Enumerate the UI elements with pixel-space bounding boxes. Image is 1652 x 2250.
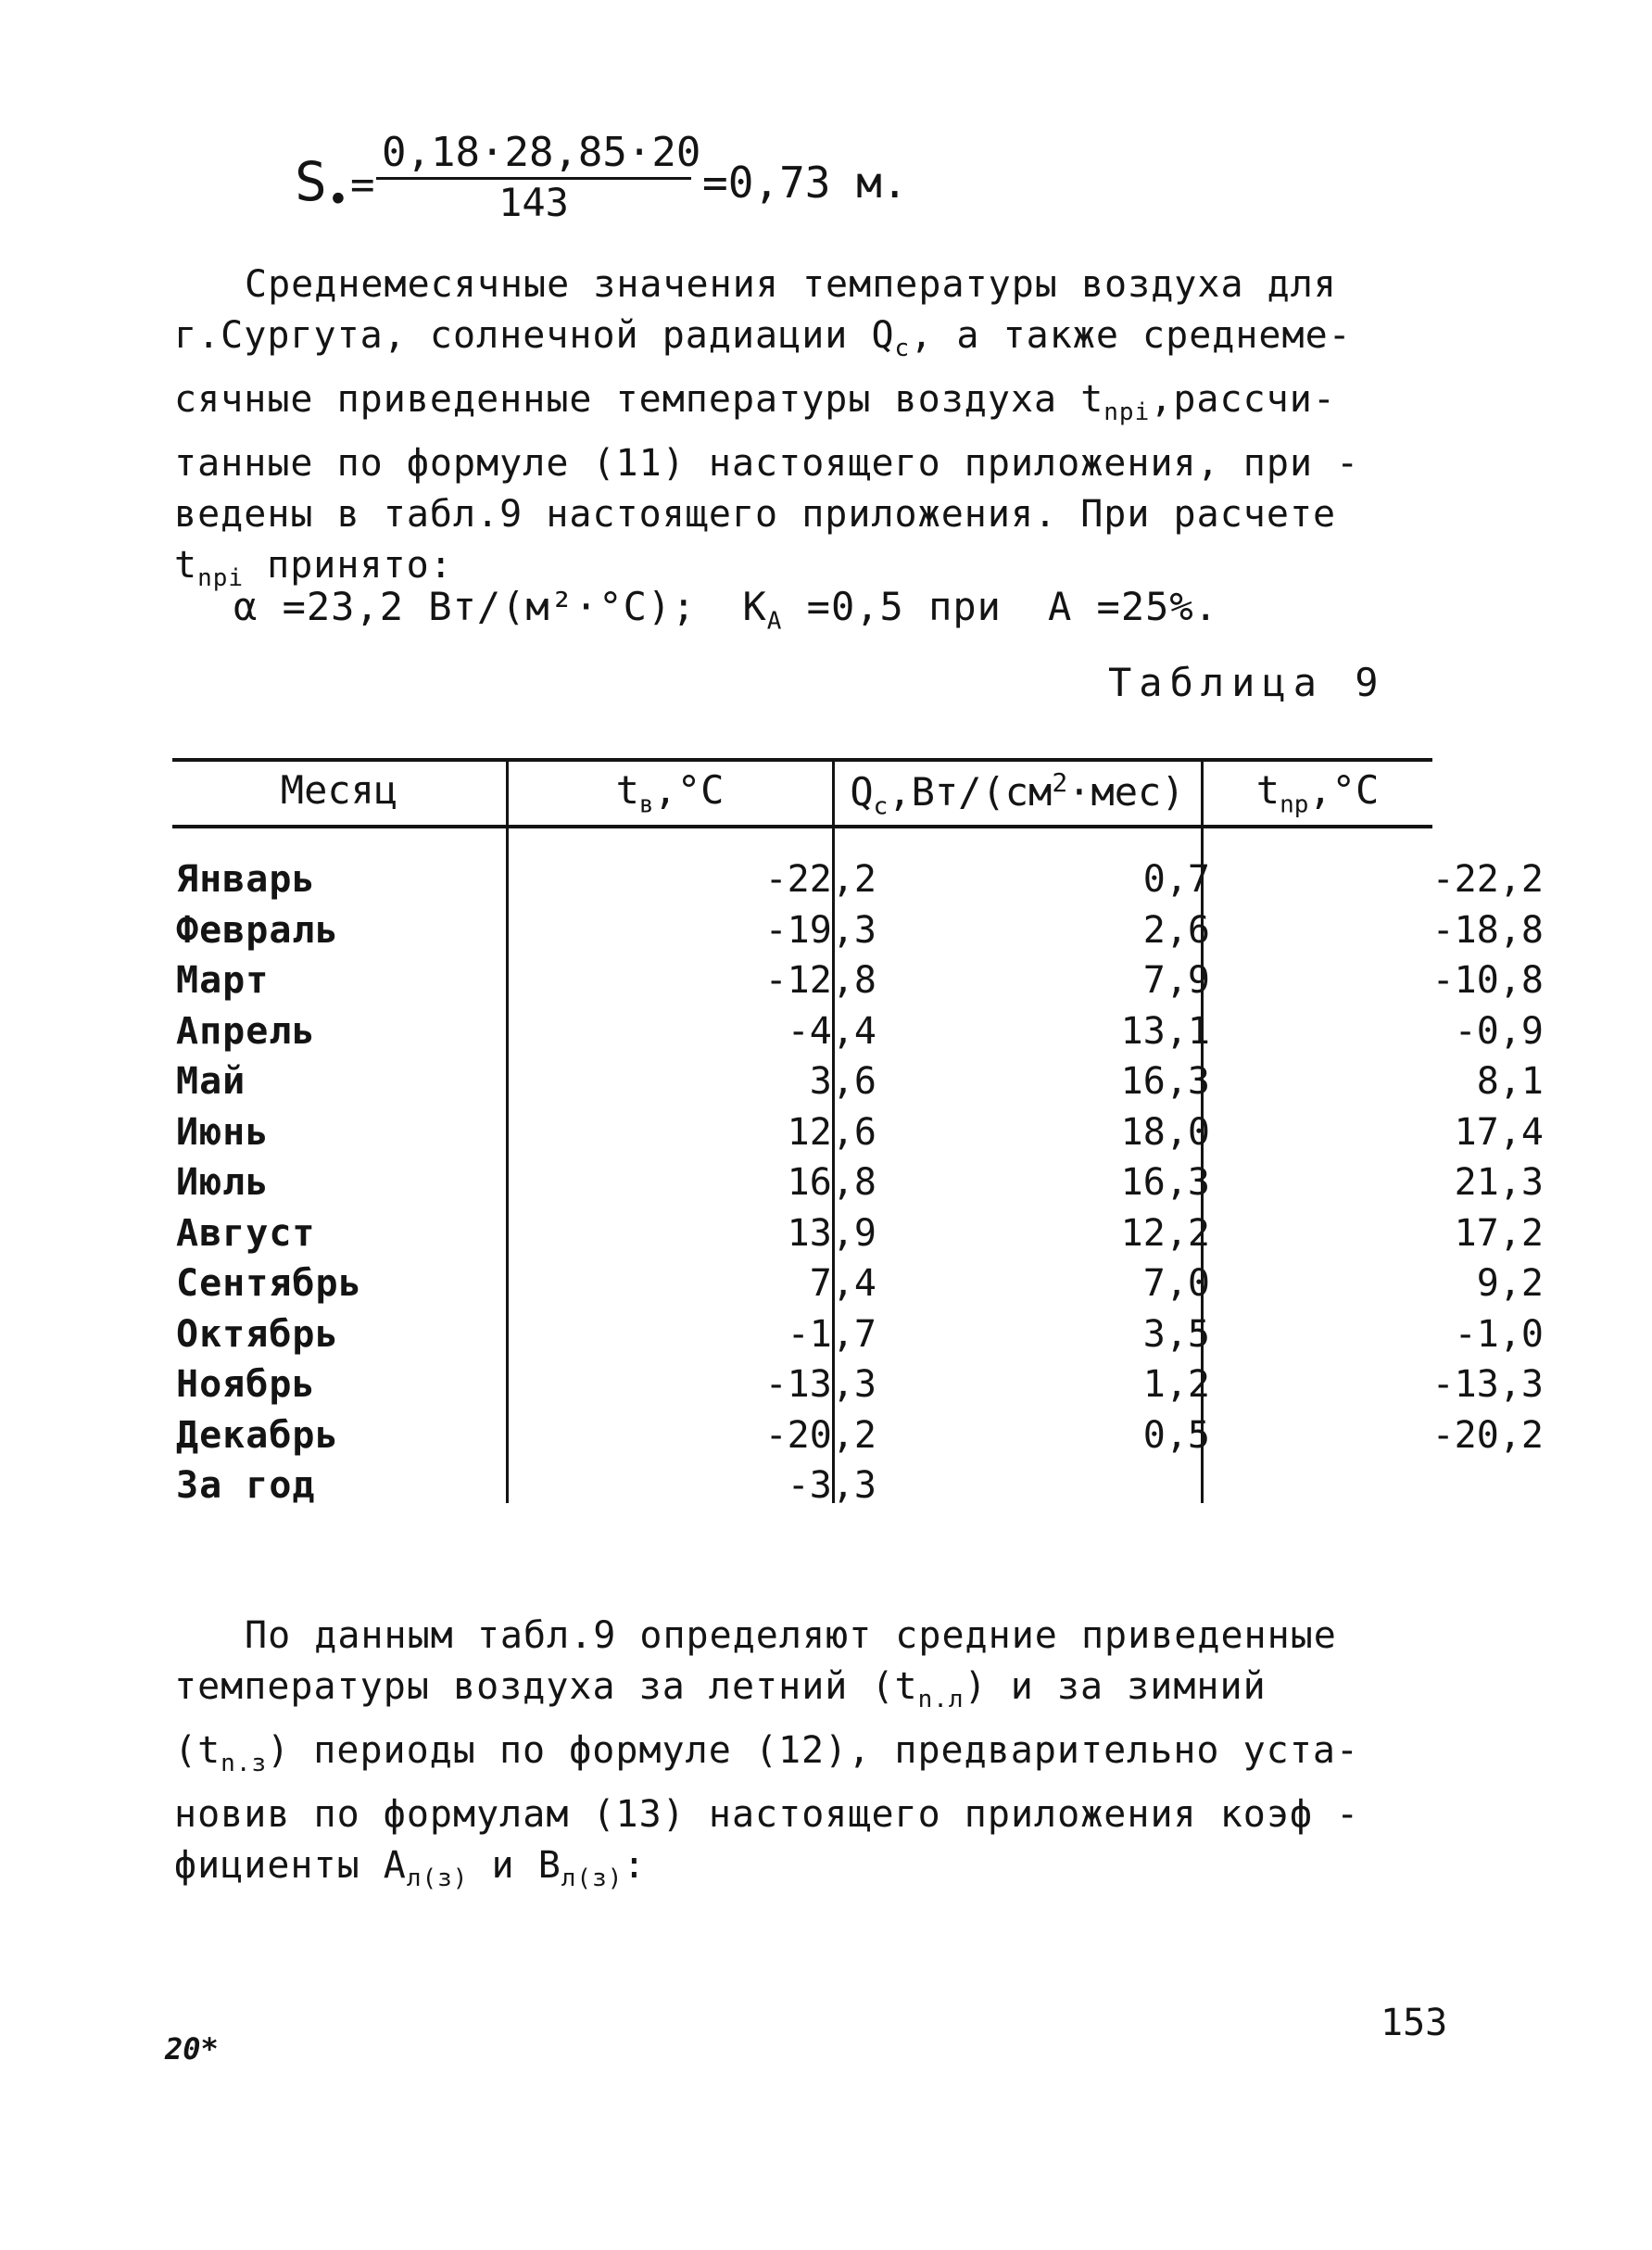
table-row: Декабрь -20,2 0,5 -20,2 — [176, 1413, 1544, 1457]
header-month: Месяц — [280, 767, 398, 813]
table-body — [172, 858, 1544, 1515]
para1-line-3: сячные приведенные температуры воздуха $t_{npi},рассчи-$ — [174, 378, 1336, 426]
calculation-parameters — [233, 584, 1218, 635]
para1-line-6: $t_{npi}$ принято: — [174, 544, 453, 592]
param-a: A =25%. — [1047, 584, 1218, 629]
formula-result: =0,73 м. — [702, 158, 908, 208]
para1-line-2: г.Сургута, солнечной радиации $Q_c$, а также среднеме- — [174, 314, 1352, 362]
para1-line-1: Среднемесячные значения температуры воздуха для — [245, 263, 1337, 306]
table-row: Ноябрь -13,3 1,2 -13,3 — [176, 1363, 1544, 1406]
table-caption: Таблица 9 — [1108, 660, 1386, 705]
header-tv: $t_в,^\circ С$ — [615, 767, 725, 819]
table-row: Февраль -19,3 2,6 -18,8 — [176, 908, 1544, 952]
table-row: Апрель -4,4 13,1 -0,9 — [176, 1009, 1544, 1053]
signature-mark: 20* — [165, 2031, 219, 2067]
header-qc: $Q_c,Вт/(см^2\cdot мес)$ — [850, 767, 1185, 821]
para1-line-4: танные по формуле (11) настоящего приложения, при - — [174, 442, 1360, 485]
formula-equals: = — [350, 161, 375, 209]
table-header-rule — [172, 825, 1432, 828]
para2-line-5: фициенты $A_{л(з)}$ и $B_{л(з)}$: — [174, 1844, 647, 1892]
formula-numerator: 0,18·28,85·20 — [376, 130, 691, 180]
para1-line-5: ведены в табл.9 настоящего приложения. При расчете — [174, 493, 1337, 536]
table-row: Октябрь -1,7 3,5 -1,0 — [176, 1312, 1544, 1356]
table-top-rule — [172, 758, 1432, 762]
table-row: Июль 16,8 16,3 21,3 — [176, 1161, 1544, 1204]
param-k: $K_A =0,5$ при — [742, 584, 1002, 636]
para2-line-4: новив по формулам (13) настоящего приложения коэф - — [174, 1793, 1360, 1836]
formula-s — [295, 130, 943, 232]
page-number: 153 — [1381, 2002, 1448, 2044]
paragraph-intro — [174, 259, 1444, 604]
table-row: Август 13,9 12,2 17,2 — [176, 1211, 1544, 1255]
para2-line-3: $(t_{n.з})$ периоды по формуле (12), предварительно уста- — [174, 1729, 1359, 1777]
formula-fraction — [376, 129, 701, 226]
formula-lhs: $S_•$ — [295, 150, 350, 221]
table-row: Январь -22,2 0,7 -22,2 — [176, 858, 1544, 901]
param-alpha: α =23,2 Вт/(м²·°С); — [233, 584, 697, 629]
table-row: За год -3,3 — [176, 1464, 876, 1507]
formula-denominator: 143 — [498, 179, 569, 225]
header-tp: $t_{np},^\circ С$ — [1255, 767, 1380, 819]
paragraph-conclusion — [174, 1611, 1444, 1904]
table-row: Март -12,8 7,9 -10,8 — [176, 959, 1544, 1002]
table-row: Май 3,6 16,3 8,1 — [176, 1060, 1544, 1103]
table-row: Сентябрь 7,4 7,0 9,2 — [176, 1262, 1544, 1305]
para2-line-2: температуры воздуха за летний $(t_{n.л})$ и за зимний — [174, 1665, 1267, 1713]
table-row: Июнь 12,6 18,0 17,4 — [176, 1110, 1544, 1154]
para2-line-1: По данным табл.9 определяют средние приведенные — [245, 1614, 1337, 1657]
